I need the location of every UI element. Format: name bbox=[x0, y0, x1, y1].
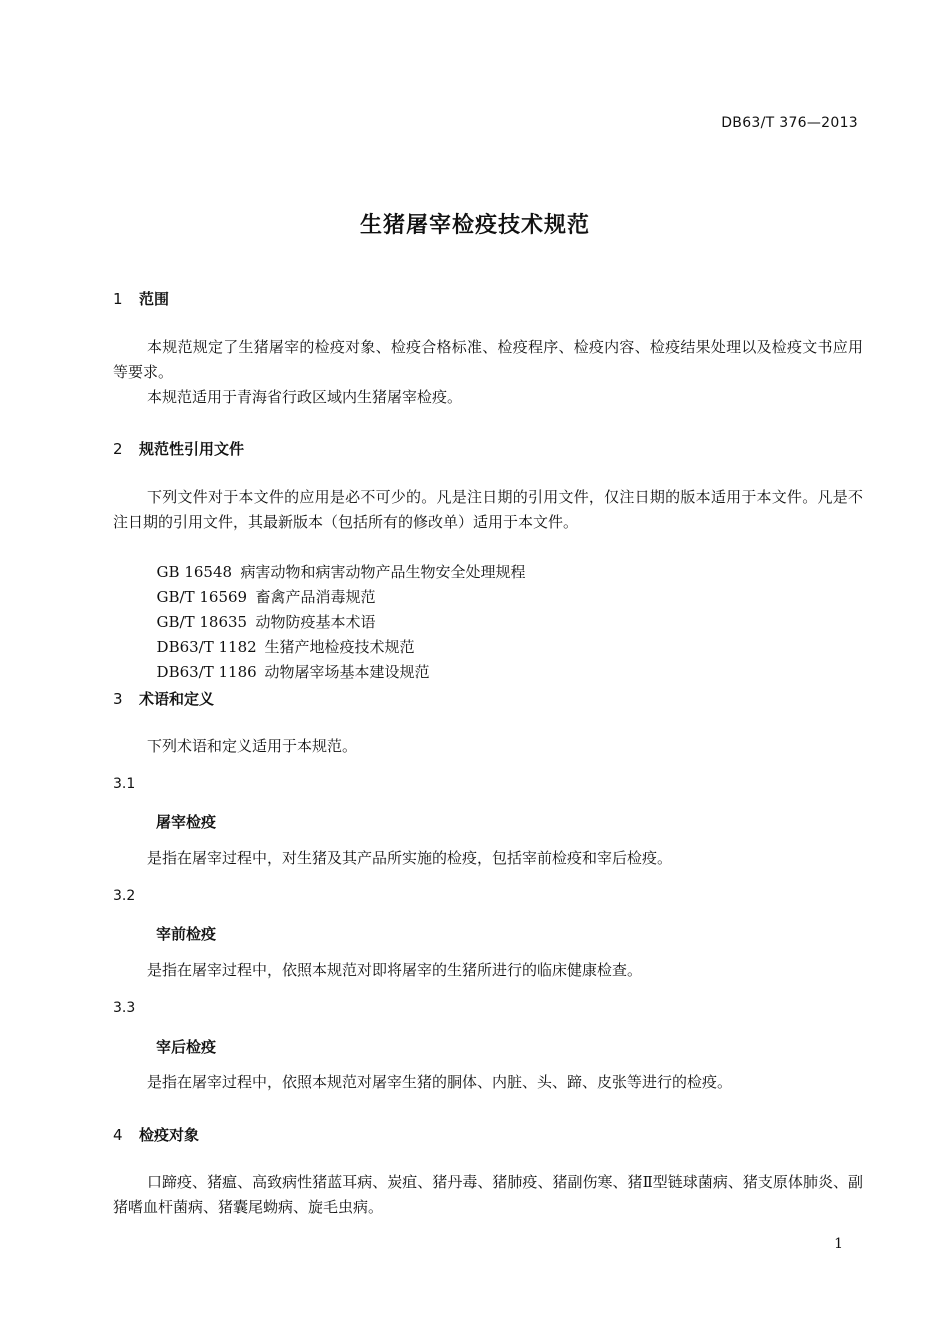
reference-name: 病害动物和病害动物产品生物安全处理规程 bbox=[240, 563, 526, 581]
document-title: 生猪屠宰检疫技术规范 bbox=[359, 213, 590, 238]
section-number: 2 bbox=[113, 440, 123, 458]
reference-name: 动物防疫基本术语 bbox=[255, 613, 376, 631]
term-title: 宰后检疫 bbox=[156, 1038, 217, 1056]
reference-name: 畜禽产品消毒规范 bbox=[255, 588, 376, 606]
section-number: 1 bbox=[113, 290, 123, 308]
section-number: 4 bbox=[113, 1126, 123, 1144]
section-4-paragraph-1: 口蹄疫、猪瘟、高致病性猪蓝耳病、炭疽、猪丹毒、猪肺疫、猪副伤寒、猪Ⅱ型链球菌病、猪支原体肺炎、副猪嗜血杆菌病、猪囊尾蚴病、旋毛虫病。 bbox=[113, 1173, 863, 1216]
reference-name: 动物屠宰场基本建设规范 bbox=[264, 663, 430, 681]
section-title: 术语和定义 bbox=[139, 690, 215, 708]
term-number: 3.3 bbox=[113, 1000, 136, 1016]
section-1-paragraph-1: 本规范规定了生猪屠宰的检疫对象、检疫合格标准、检疫程序、检疫内容、检疫结果处理以及检疫文书应用等要求。 bbox=[113, 338, 863, 381]
section-3-paragraph-1: 下列术语和定义适用于本规范。 bbox=[147, 737, 358, 755]
term-definition: 是指在屠宰过程中，依照本规范对即将屠宰的生猪所进行的临床健康检查。 bbox=[147, 961, 643, 979]
reference-code: GB/T 18635 bbox=[156, 613, 248, 631]
term-definition: 是指在屠宰过程中，依照本规范对屠宰生猪的胴体、内脏、头、蹄、皮张等进行的检疫。 bbox=[147, 1073, 733, 1091]
section-1-heading bbox=[113, 288, 169, 309]
section-1-paragraph-2: 本规范适用于青海省行政区域内生猪屠宰检疫。 bbox=[147, 388, 463, 406]
section-title: 范围 bbox=[139, 290, 170, 308]
section-2-paragraph-1: 下列文件对于本文件的应用是必不可少的。凡是注日期的引用文件，仅注日期的版本适用于本文件。凡是不注日期的引用文件，其最新版本（包括所有的修改单）适用于本文件。 bbox=[113, 488, 863, 531]
section-4-heading bbox=[113, 1124, 199, 1145]
section-number: 3 bbox=[113, 690, 123, 708]
section-3-heading bbox=[113, 688, 214, 709]
reference-code: DB63/T 1186 bbox=[156, 663, 257, 681]
term-number: 3.2 bbox=[113, 888, 136, 904]
reference-code: GB 16548 bbox=[156, 563, 233, 581]
page-number: 1 bbox=[834, 1236, 843, 1252]
section-2-heading bbox=[113, 438, 244, 459]
reference-item bbox=[147, 635, 430, 685]
term-number: 3.1 bbox=[113, 776, 136, 792]
section-title: 检疫对象 bbox=[139, 1126, 200, 1144]
term-title: 宰前检疫 bbox=[156, 925, 217, 943]
term-definition: 是指在屠宰过程中，对生猪及其产品所实施的检疫，包括宰前检疫和宰后检疫。 bbox=[147, 849, 673, 867]
standard-code: DB63/T 376—2013 bbox=[721, 115, 858, 131]
term-title: 屠宰检疫 bbox=[156, 813, 217, 831]
section-title: 规范性引用文件 bbox=[139, 440, 245, 458]
reference-name: 生猪产地检疫技术规范 bbox=[264, 638, 415, 656]
reference-code: GB/T 16569 bbox=[156, 588, 248, 606]
reference-code: DB63/T 1182 bbox=[156, 638, 257, 656]
